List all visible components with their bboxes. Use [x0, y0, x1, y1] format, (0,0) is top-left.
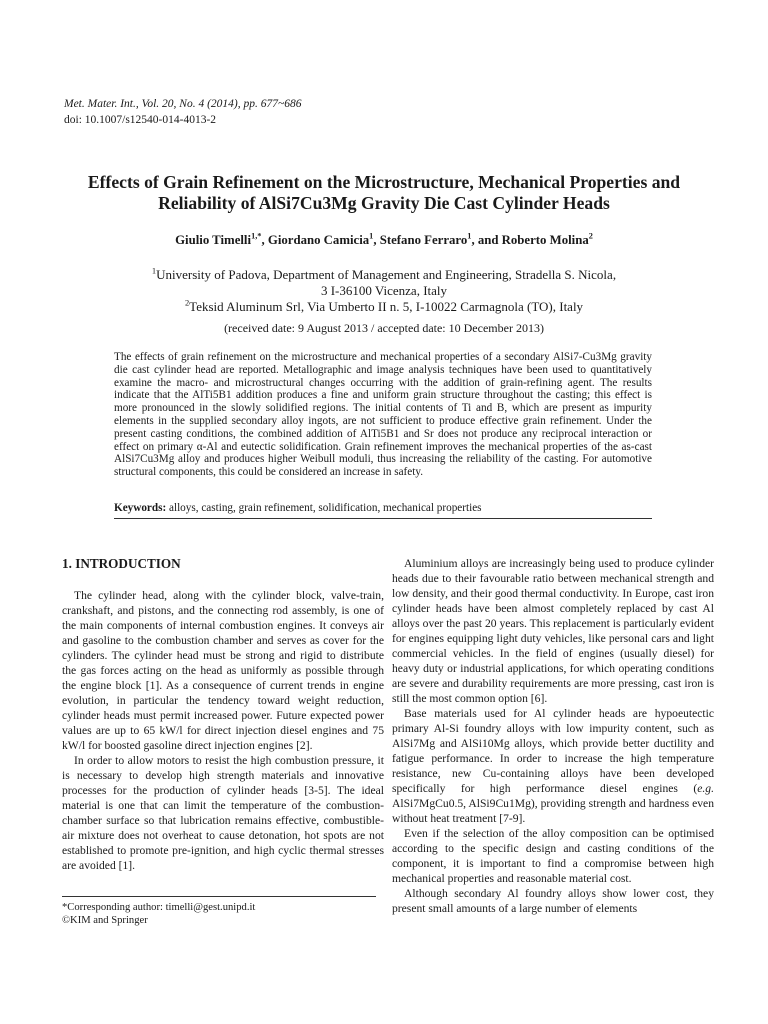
title-line-1: Effects of Grain Refinement on the Microstructure, Mechanical Properties and [87, 172, 681, 192]
affiliation-2 [40, 299, 728, 315]
paragraph: In order to allow motors to resist the high combustion pressure, it is necessary to develop high strength materials and innovative processes for the production of cylinder heads [3-5]. The ideal material is one that can limit the temperature of the combustion-chamber surface so that lubrication remains effective, combustible-air mixture does not overheat to cause detonation, hot spots are not established to promote pre-ignition, and high cyclic thermal stresses are avoided [1]. [62, 754, 384, 872]
author-sup: 1 [467, 231, 472, 241]
received-dates: (received date: 9 August 2013 / accepted date: 10 December 2013) [224, 321, 544, 335]
author-sup: 1,* [251, 231, 262, 241]
paper-title [40, 172, 728, 214]
paragraph: Even if the selection of the alloy composition can be optimised according to the specific design and casting conditions of the component, it is important to find a compromise between high mechanical properties and reasonable material cost. [392, 827, 714, 885]
paragraph: The cylinder head, along with the cylinder block, valve-train, crankshaft, and pistons, and the connecting rod assembly, is one of the main components of internal combustion engines. It conveys air and gasoline to the combustion chamber and serves as cover for the cylinders. The cylinder head must be strong and rigid to distribute the gas forces acting on the head as uniformly as possible through the engine block [1]. As a consequence of current trends in engine evolution, in particular the tendency toward weight reduction, cylinder heads must permit increased power. Future expected power values are up to 65 kW/l for direct injection diesel engines and 75 kW/l for boosted gasoline direct injection engines [2]. [62, 589, 384, 752]
journal-citation: Met. Mater. Int., Vol. 20, No. 4 (2014), pp. 677~686 [64, 98, 302, 110]
keywords [114, 502, 652, 519]
affiliation-1 [40, 267, 728, 283]
eg-abbrev: e.g. [697, 782, 714, 795]
paragraph-text: Base materials used for Al cylinder heads are hypoeutectic primary Al-Si foundry alloys with low impurity content, such as AlSi7Mg and AlSi10Mg alloys, which provide better ductility and fatigue performance. In order to increase the high temperature resistance, new Cu-containing alloys have been developed specifically for high performance diesel engines ( [392, 707, 714, 795]
affiliations [40, 267, 728, 315]
affiliation-sup: 2 [184, 297, 190, 308]
keywords-text: alloys, casting, grain refinement, solidification, mechanical properties [169, 502, 482, 514]
author-list: Giulio Timelli$^{1,*}$, Giordano Camicia$^1$, Stefano Ferraro$^1$, and Roberto Molina$^2$ [175, 231, 593, 247]
author-name: Roberto Molina [501, 233, 589, 247]
left-column [62, 556, 384, 873]
author-name: Giulio Timelli [175, 233, 252, 247]
section-heading: 1. INTRODUCTION [62, 556, 181, 571]
paragraph: Although secondary Al foundry alloys show lower cost, they present small amounts of a large number of elements [392, 887, 714, 915]
paragraph-text: AlSi7MgCu0.5, AlSi9Cu1Mg), providing strength and hardness even without heat treatment [7-9]. [392, 797, 714, 825]
paragraph [392, 706, 714, 826]
paragraph: Aluminium alloys are increasingly being used to produce cylinder heads due to their favourable ratio between mechanical strength and low density, and their good thermal conductivity. In Europe, cast iron cylinder heads have been almost completely replaced by cast Al alloys over the past 20 years. This replacement is particularly evident for engines equipping light duty vehicles, like personal cars and light commercial vehicles. In the field of engines (usually diesel) for heavy duty or industrial applications, for which operating conditions are severe and durability requirements are more pressing, cast iron is still the most common option [6]. [392, 557, 714, 705]
footnote [62, 896, 376, 927]
doi: doi: 10.1007/s12540-014-4013-2 [64, 114, 217, 126]
author-sup: 2 [588, 231, 593, 241]
abstract: The effects of grain refinement on the microstructure and mechanical properties of a secondary AlSi7-Cu3Mg gravity die cast cylinder head are reported. Metallographic and image analysis techniques have been used to quantitatively examine the macro- and microstructural changes occurring with the addition of grain-refining agent. The results indicate that the AlTi5B1 addition produces a fine and uniform grain structure throughout the casting; this effect is more pronounced in the slowly solidified regions. The initial contents of Ti and B, which are present as impurity elements in the supplied secondary alloy ingots, are not sufficient to produce effective grain refinement. Under the present casting conditions, the combined addition of AlTi5B1 and Sr does not produce any reciprocal interaction or effect on primary α-Al and eutectic solidification. Grain refinement improves the mechanical properties of the as-cast AlSi7Cu3Mg alloy and produces higher Weibull moduli, thus increasing the reliability of the casting. For automotive structural components, this could be considered an increase in safety. [114, 351, 652, 479]
journal-header [64, 96, 301, 128]
right-column [392, 556, 714, 916]
keywords-label: Keywords: [114, 502, 167, 514]
affiliation-2-line-1: Teksid Aluminum Srl, Via Umberto II n. 5, I-10022 Carmagnola (TO), Italy [189, 299, 584, 314]
title-line-2: Reliability of AlSi7Cu3Mg Gravity Die Cast Cylinder Heads [158, 193, 610, 213]
copyright: ©KIM and Springer [62, 915, 148, 926]
author-name: Giordano Camicia [267, 233, 370, 247]
author-name: Stefano Ferraro [379, 233, 468, 247]
affiliation-1-line-1: University of Padova, Department of Management and Engineering, Stradella S. Nicola, [156, 267, 617, 282]
affiliation-sup: 1 [151, 265, 157, 276]
corresponding-author: *Corresponding author: timelli@gest.unipd.it [62, 902, 256, 913]
affiliation-1-line-2: 3 I-36100 Vicenza, Italy [320, 283, 448, 298]
author-sup: 1 [369, 231, 374, 241]
